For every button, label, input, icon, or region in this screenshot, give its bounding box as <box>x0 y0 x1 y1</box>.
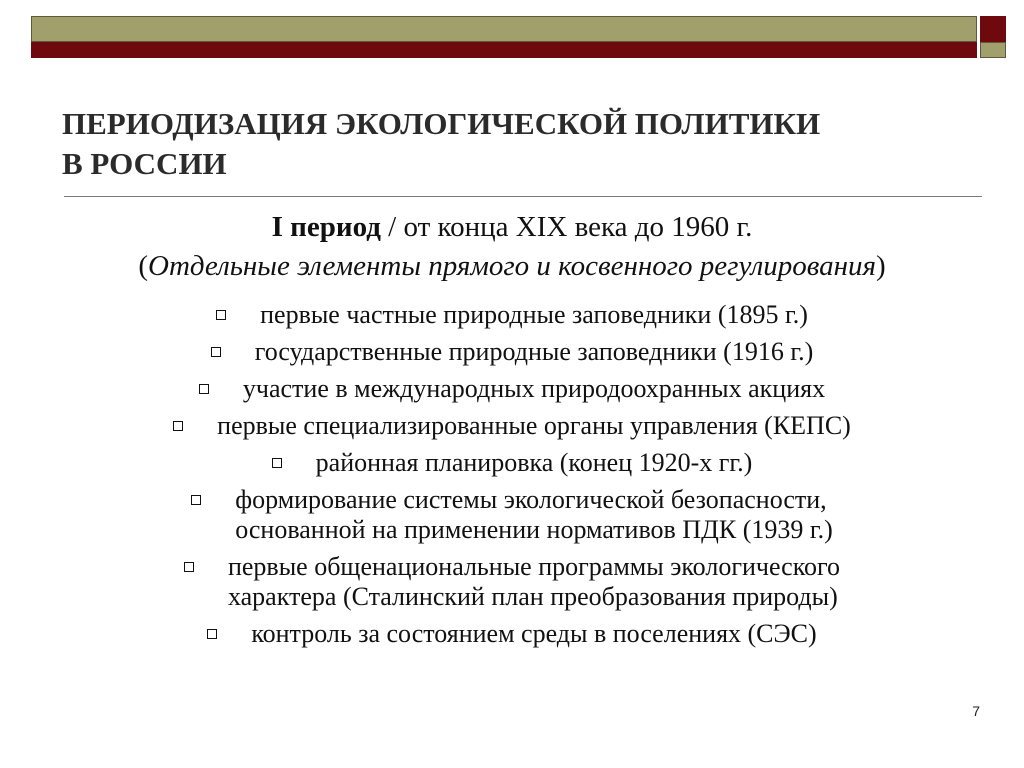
period-label: I период <box>271 211 381 243</box>
list-item <box>0 300 1024 330</box>
bullet-list <box>0 300 1024 656</box>
header-corner-block <box>980 16 1006 58</box>
square-bullet-icon <box>207 629 217 639</box>
title-divider <box>64 196 982 197</box>
list-item-text: районная планировка (конец 1920-х гг.) <box>315 448 753 477</box>
square-bullet-icon <box>191 495 201 505</box>
period-note-close: ) <box>875 250 886 282</box>
square-bullet-icon <box>216 310 226 320</box>
list-item <box>0 448 1024 478</box>
period-note-text: Отдельные элементы прямого и косвенного регулирования <box>148 250 876 282</box>
slide-title-line2: В РОССИИ <box>62 146 227 181</box>
square-bullet-icon <box>211 347 221 357</box>
period-note-open: ( <box>138 250 149 282</box>
list-item-text: контроль за состоянием среды в поселениях (СЭС) <box>251 619 817 648</box>
header-band <box>31 16 977 58</box>
list-item-text: участие в международных природоохранных акциях <box>242 374 826 403</box>
list-item-text-line2: характера (Сталинский план преобразования природы) <box>227 582 838 611</box>
header-band-maroon <box>31 42 977 58</box>
list-item <box>0 619 1024 649</box>
square-bullet-icon <box>272 458 282 468</box>
page-number: 7 <box>972 703 980 719</box>
corner-olive-square <box>980 42 1006 58</box>
slide-title-line1: ПЕРИОДИЗАЦИЯ ЭКОЛОГИЧЕСКОЙ ПОЛИТИКИ <box>62 106 821 141</box>
list-item-text: первые частные природные заповедники (1895 г.) <box>260 300 808 329</box>
square-bullet-icon <box>199 384 209 394</box>
slide-title <box>62 104 962 184</box>
list-item <box>0 374 1024 404</box>
list-item-text-line1: первые общенациональные программы экологического <box>227 552 841 581</box>
list-item <box>0 485 1024 545</box>
list-item-text: первые специализированные органы управления (КЕПС) <box>217 411 851 440</box>
list-item-text-line2: основанной на применении нормативов ПДК (1939 г.) <box>235 515 833 544</box>
period-note <box>0 246 1024 286</box>
period-range: / от конца XIX века до 1960 г. <box>380 211 753 243</box>
list-item <box>0 337 1024 367</box>
period-heading <box>0 207 1024 247</box>
list-item <box>0 411 1024 441</box>
list-item-text-line1: формирование системы экологической безопасности, <box>235 485 827 514</box>
corner-maroon-square <box>980 16 1006 42</box>
header-band-olive <box>31 16 977 42</box>
square-bullet-icon <box>184 562 194 572</box>
list-item-text: государственные природные заповедники (1916 г.) <box>254 337 814 366</box>
list-item <box>0 552 1024 612</box>
square-bullet-icon <box>173 421 183 431</box>
